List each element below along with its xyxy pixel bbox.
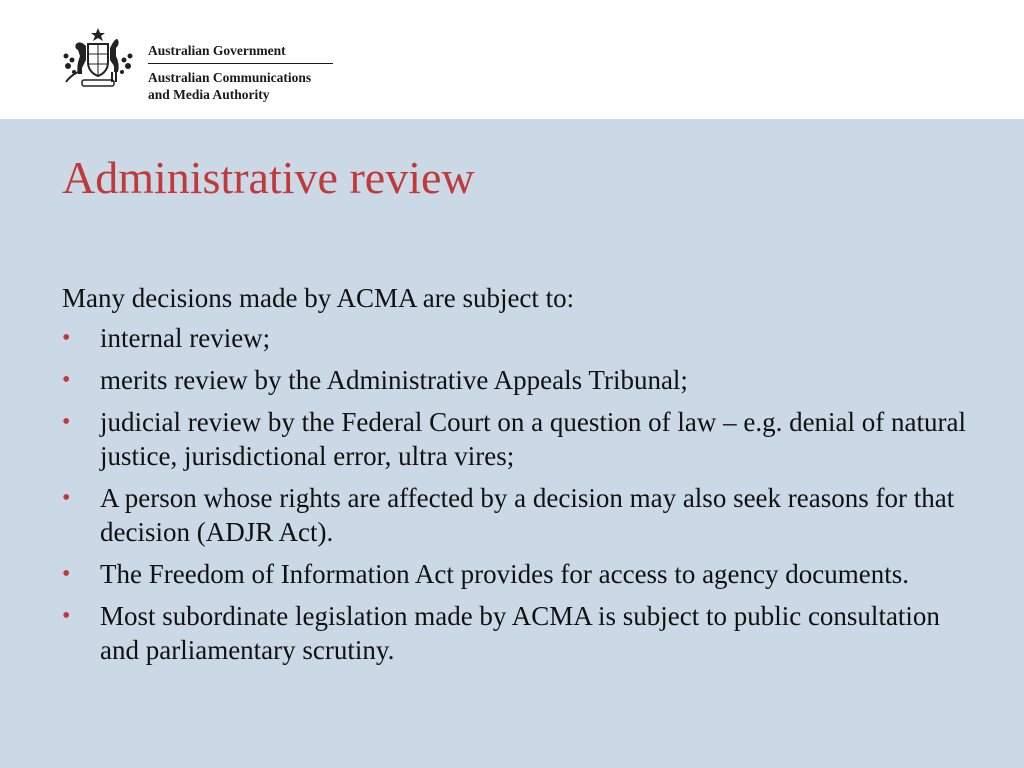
bullet-item — [62, 321, 982, 355]
bullet-item — [62, 481, 982, 549]
agency-brand — [148, 42, 333, 103]
bullet-text: merits review by the Administrative Appeals Tribunal; — [100, 365, 688, 395]
bullet-text: A person whose rights are affected by a decision may also seek reasons for that decision (ADJR Act). — [100, 483, 955, 547]
bullet-text: Most subordinate legislation made by ACMA is subject to public consultation and parliamentary scrutiny. — [100, 601, 940, 665]
agency-name-line2: and Media Authority — [148, 87, 270, 102]
slide-body — [0, 119, 1024, 768]
bullet-dot-icon: • — [62, 603, 71, 629]
bullet-text: judicial review by the Federal Court on a question of law – e.g. denial of natural justice, jurisdictional error, ultra vires; — [100, 407, 966, 471]
bullet-item — [62, 599, 982, 667]
government-label: Australian Government — [148, 42, 333, 64]
agency-name-line1: Australian Communications — [148, 70, 312, 85]
bullet-dot-icon: • — [62, 485, 71, 511]
bullet-text: The Freedom of Information Act provides for access to agency documents. — [100, 559, 909, 589]
bullet-list — [62, 321, 982, 675]
slide-header — [0, 0, 1024, 119]
bullet-item — [62, 363, 982, 397]
bullet-item — [62, 405, 982, 473]
bullet-dot-icon: • — [62, 561, 71, 587]
coat-of-arms-icon — [58, 26, 138, 90]
slide-title: Administrative review — [62, 152, 475, 203]
bullet-dot-icon: • — [62, 367, 71, 393]
bullet-dot-icon: • — [62, 409, 71, 435]
bullet-text: internal review; — [100, 323, 271, 353]
bullet-dot-icon: • — [62, 325, 71, 351]
slide-intro: Many decisions made by ACMA are subject to: — [62, 283, 575, 313]
bullet-item — [62, 557, 982, 591]
